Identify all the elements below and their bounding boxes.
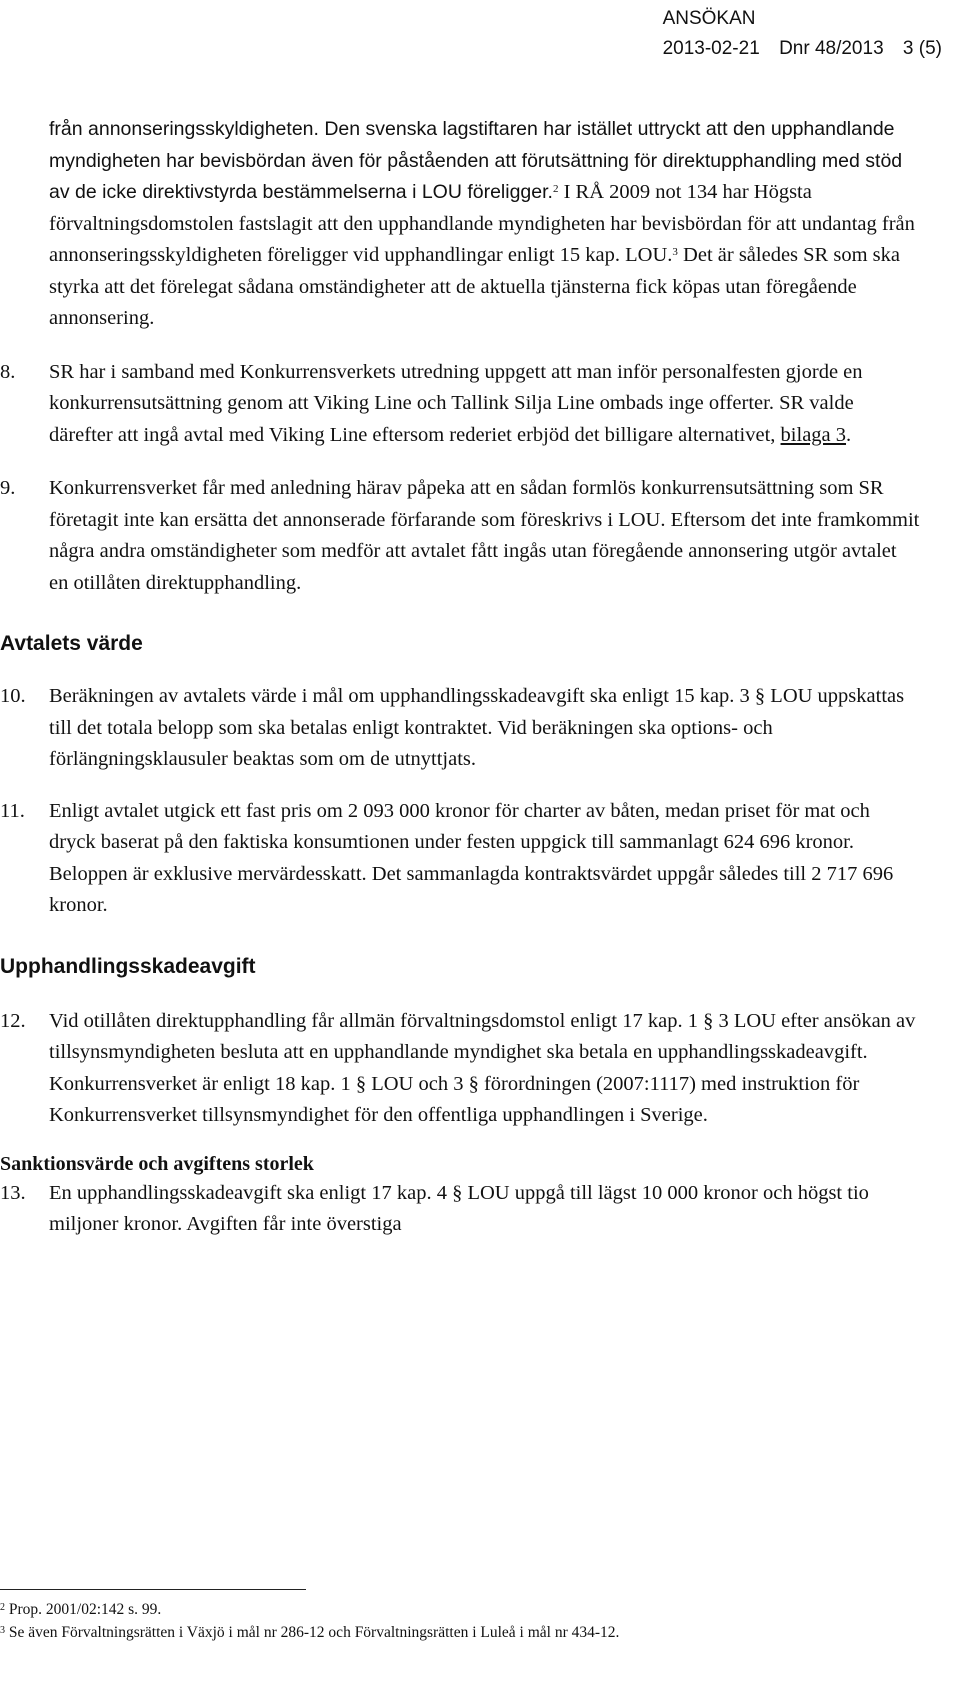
section-heading-contract-value: Avtalets värde [0, 632, 143, 655]
document-body [0, 114, 960, 1241]
paragraph-12 [0, 1006, 960, 1132]
document-date: 2013-02-21 [662, 38, 760, 59]
section-heading-procurement-fee: Upphandlingsskadeavgift [0, 954, 256, 978]
paragraph-9 [0, 473, 960, 599]
paragraph-number: 13. [0, 1181, 26, 1204]
footnotes [0, 1598, 619, 1644]
paragraph-text-part2: I RÅ 2009 not 134 har Högsta förvaltningsdomstolen fastslagit att den upphandlande myndigheten har bevisbördan för att undantag från annonseringsskyldigheten föreligger vid upphandlingar enligt 15 kap. LOU. [49, 181, 915, 266]
paragraph-text-part3: Det är således SR som ska styrka att det förelegat sådana omständigheter att de aktuella tjänsterna fick köpas utan föregående annonsering. [49, 244, 900, 329]
paragraph-10 [0, 681, 960, 776]
footnote-divider [0, 1589, 306, 1590]
paragraph-text: Vid otillåten direktupphandling får allmän förvaltningsdomstol enligt 17 kap. 1 § 3 LOU efter ansökan av tillsynsmyndigheten besluta att en upphandlande myndighet ska betala en upphandlingsskadeavgift. Konkurrensverket är enligt 18 kap. 1 § LOU och 3 § förordningen (2007:1117) med instruktion för Konkurrensverket tillsynsmyndighet för den offentliga upphandlingen i Sverige. [49, 1009, 916, 1126]
paragraph-number: 11. [0, 799, 25, 822]
paragraph-11 [0, 796, 960, 922]
paragraph-text: SR har i samband med Konkurrensverkets utredning uppgett att man inför personalfesten gjorde en konkurrensutsättning genom att Viking Line och Tallink Silja Line ombads inge offerter. SR valde därefter att ingå avtal med Viking Line eftersom rederiet erbjöd det billigare alternativet, [49, 360, 863, 446]
footnote-marker: 2 [0, 1602, 5, 1613]
paragraph-text: Enligt avtalet utgick ett fast pris om 2 093 000 kronor för charter av båten, medan priset för mat och dryck baserat på den faktiska konsumtionen under festen uppgick till sammanlagt 624 696 kronor. Beloppen är exklusive mervärdesskatt. Det sammanlagda kontraktsvärdet uppgår således till 2 717 696 kronor. [49, 799, 894, 916]
paragraph-number: 9. [0, 477, 16, 499]
paragraph-text: En upphandlingsskadeavgift ska enligt 17 kap. 4 § LOU uppgå till lägst 10 000 kronor och högst tio miljoner kronor. Avgiften får inte överstiga [49, 1181, 869, 1235]
footnote-text: Prop. 2001/02:142 s. 99. [5, 1601, 162, 1618]
paragraph-text: Beräkningen av avtalets värde i mål om upphandlingsskadeavgift ska enligt 15 kap. 3 § LOU uppskattas till det totala belopp som ska betalas enligt kontraktet. Vid beräkningen ska options- och förlängningsklausuler beaktas som om de utnyttjats. [49, 685, 905, 770]
paragraph-end: . [846, 423, 852, 446]
footnote-marker: 3 [0, 1625, 5, 1636]
paragraph-8 [0, 357, 960, 452]
page-header [663, 4, 942, 64]
footnote-text: Se även Förvaltningsrätten i Växjö i mål nr 286-12 och Förvaltningsrätten i Luleå i mål nr 434-12. [5, 1624, 620, 1641]
footnote-ref-2[interactable]: 2 [552, 183, 559, 195]
document-type: ANSÖKAN [662, 8, 756, 29]
footnote-ref-3[interactable]: 3 [672, 246, 678, 258]
attachment-link[interactable]: bilaga 3 [780, 423, 847, 446]
header-meta [663, 38, 942, 59]
paragraph-text: Konkurrensverket får med anledning härav påpeka att en sådan formlös konkurrensutsättning som SR företagit inte kan ersätta det annonserade förfarande som föreskrivs i LOU. Eftersom det inte framkommit några andra omständigheter som medför att avtalet fått ingås utan föregående annonsering utgör avtalet en otillåten direktupphandling. [49, 477, 920, 594]
paragraph-number: 12. [0, 1009, 26, 1032]
paragraph-text-part1: från annonseringsskyldigheten. Den svenska lagstiftaren har istället uttryckt att den upphandlande myndigheten har bevisbördan även för påståenden att förutsättning för direktupphandling med stöd av de icke direktivstyrda bestämmelserna i LOU föreligger. [49, 118, 903, 203]
paragraph-13 [0, 1178, 960, 1241]
footnote-2 [0, 1598, 619, 1621]
case-number: Dnr 48/2013 [779, 38, 884, 59]
page-number: 3 (5) [902, 38, 942, 59]
section-heading-sanction: Sanktionsvärde och avgiftens storlek [0, 1152, 314, 1175]
paragraph-continuation [0, 114, 960, 335]
footnote-3 [0, 1621, 619, 1644]
paragraph-number: 10. [0, 685, 26, 707]
paragraph-number: 8. [0, 360, 16, 383]
